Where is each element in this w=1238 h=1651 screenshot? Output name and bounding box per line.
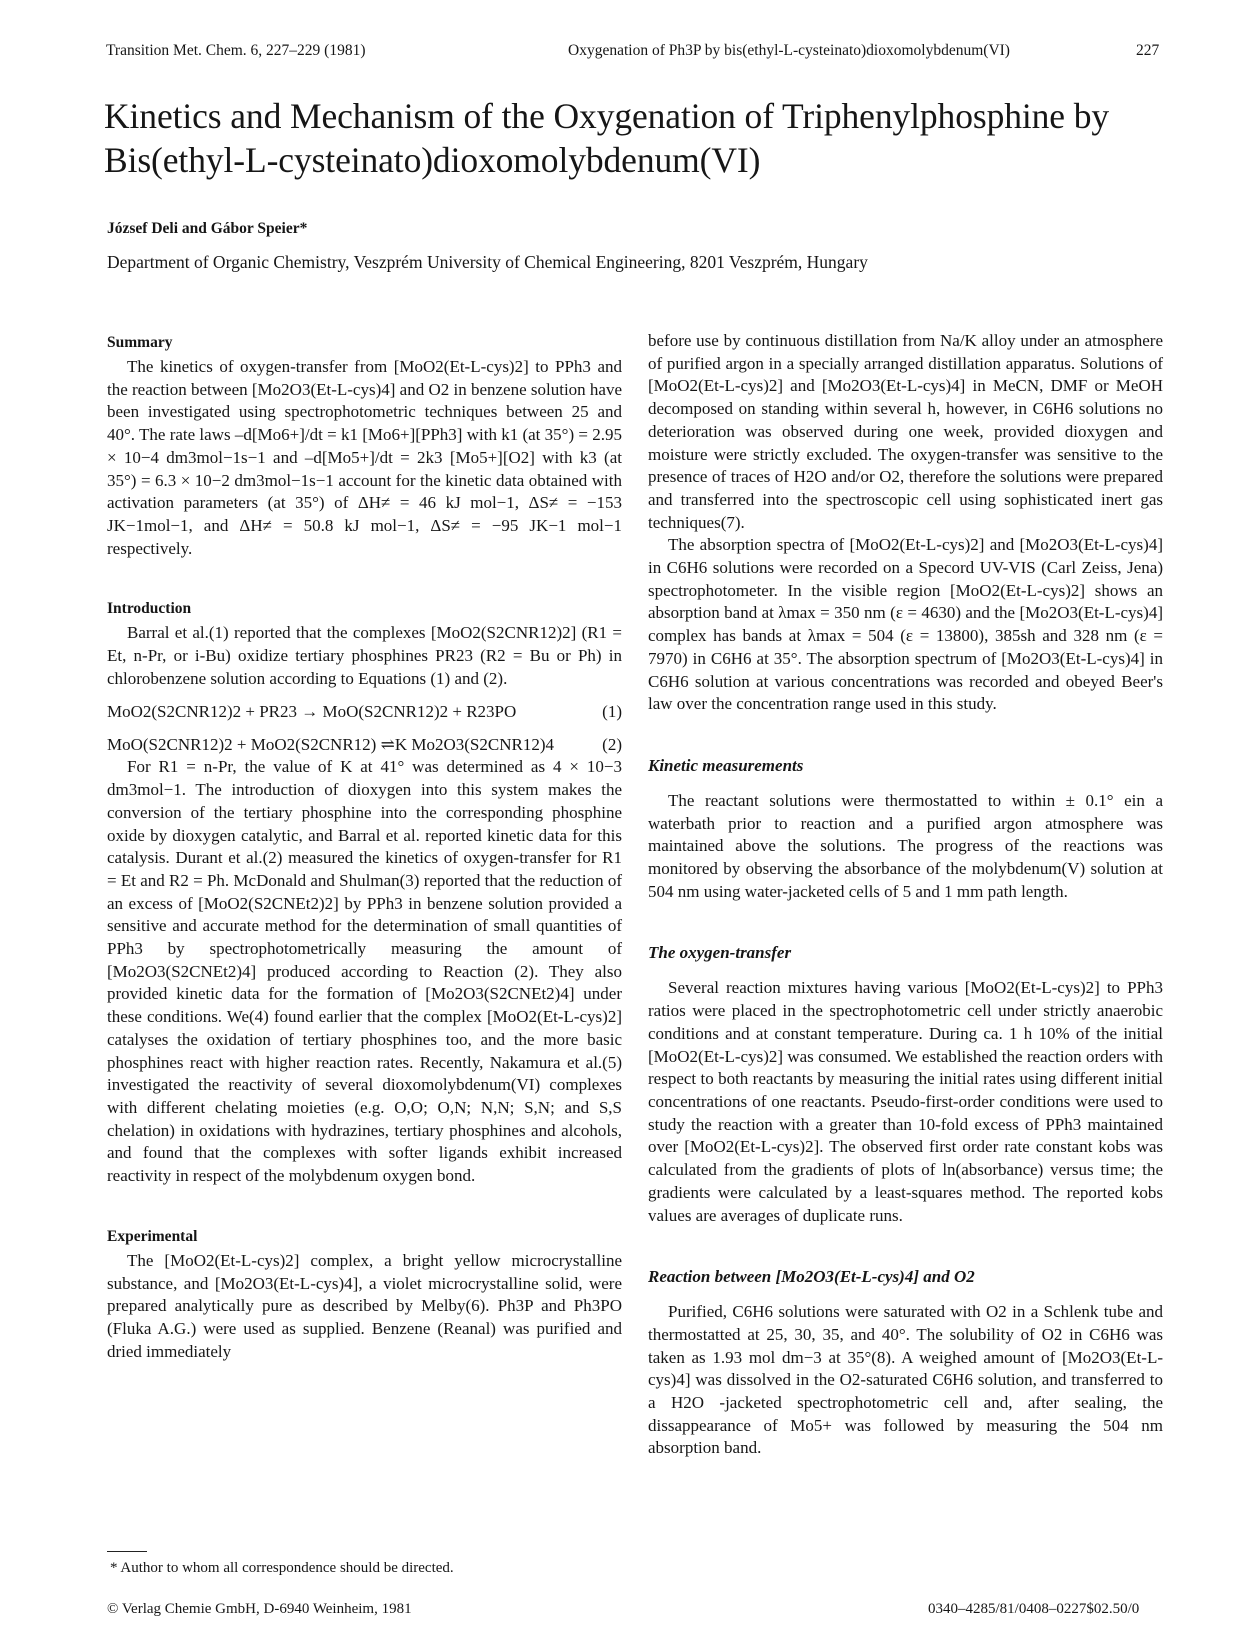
left-column bbox=[107, 330, 622, 1363]
equation-1-body: MoO2(S2CNR12)2 + PR23 → MoO(S2CNR12)2 + R23PO bbox=[107, 702, 517, 722]
reaction-o2-heading: Reaction between [Mo2O3(Et-L-cys)4] and O2 bbox=[648, 1267, 975, 1287]
reaction-o2-text: Purified, C6H6 solutions were saturated with O2 in a Schlenk tube and thermostatted at 25, 30, 35, and 40°. The solubility of O2 in C6H6 was taken as 1.93 mol dm−3 at 35°(8). A weighed amount of [Mo2O3(Et-L-cys)4] was dissolved in the O2-saturated C6H6 solution, and transferred to a H2O -jacketed spectrophotometric cell and, after sealing, the dissappearance of Mo5+ was followed by measuring the 504 nm absorption band. bbox=[648, 1302, 1163, 1458]
affiliation: Department of Organic Chemistry, Veszprém University of Chemical Engineering, 8201 Veszprém, Hungary bbox=[107, 252, 868, 272]
running-head-journal: Transition Met. Chem. 6, 227–229 (1981) bbox=[106, 42, 366, 59]
experimental-paragraph-1-continued: before use by continuous distillation from Na/K alloy under an atmosphere of purified argon in a specially arranged distillation apparatus. Solutions of [MoO2(Et-L-cys)2] and [Mo2O3(Et-L-cys)4] in MeCN, DMF or MeOH decomposed on standing within several h, however, in C6H6 solutions no deterioration was observed during one week, provided dioxygen and moisture were strictly excluded. The oxygen-transfer was sensitive to the presence of traces of H2O and/or O2, therefore the solutions were prepared and transferred into the spectroscopic cell using sophisticated inert gas techniques(7). bbox=[648, 331, 1163, 532]
kinetic-measurements-heading: Kinetic measurements bbox=[648, 755, 804, 775]
equation-1 bbox=[107, 700, 622, 723]
equation-2-number: (2) bbox=[602, 735, 622, 755]
article-code: 0340–4285/81/0408–0227$02.50/0 bbox=[928, 1601, 1140, 1617]
experimental-heading: Experimental bbox=[107, 1227, 198, 1245]
authors: József Deli and Gábor Speier* bbox=[107, 220, 308, 237]
right-column bbox=[648, 330, 1163, 1460]
footnote: * Author to whom all correspondence should be directed. bbox=[110, 1560, 454, 1576]
publisher-line: © Verlag Chemie GmbH, D-6940 Weinheim, 1981 bbox=[107, 1601, 412, 1617]
equation-2-body: MoO(S2CNR12)2 + MoO2(S2CNR12) ⇌K Mo2O3(S2CNR12)4 bbox=[107, 735, 554, 755]
page-number: 227 bbox=[1136, 42, 1160, 59]
experimental-paragraph-1: The [MoO2(Et-L-cys)2] complex, a bright yellow microcrystalline substance, and [Mo2O3(Et-L-cys)4], a violet microcrystalline solid, were prepared analytically pure as described by Melby(6). Ph3P and Ph3PO (Fluka A.G.) were used as supplied. Benzene (Reanal) was purified and dried immediately bbox=[107, 1250, 622, 1361]
oxygen-transfer-heading: The oxygen-transfer bbox=[648, 943, 792, 963]
experimental-paragraph-2: The absorption spectra of [MoO2(Et-L-cys)2] and [Mo2O3(Et-L-cys)4] in C6H6 solutions were recorded on a Specord UV-VIS (Carl Zeiss, Jena) spectrophotometer. In the visible region [MoO2(Et-L-cys)2] shows an absorption band at λmax = 350 nm (ε = 4630) and the [Mo2O3(Et-L-cys)4] complex has bands at λmax = 504 (ε = 13800), 385sh and 328 nm (ε = 7970) in C6H6 at 35°. The absorption spectrum of [Mo2O3(Et-L-cys)4] in C6H6 solution at various concentrations was recorded and obeyed Beer's law over the concentration range used in this study. bbox=[648, 535, 1163, 714]
equation-1-number: (1) bbox=[602, 702, 622, 722]
article-title: Kinetics and Mechanism of the Oxygenation of Triphenylphosphine by Bis(ethyl-L-cysteinato)dioxomolybdenum(VI) bbox=[104, 96, 1110, 180]
summary-text: The kinetics of oxygen-transfer from [MoO2(Et-L-cys)2] to PPh3 and the reaction between [Mo2O3(Et-L-cys)4] and O2 in benzene solution have been investigated using spectrophotometric techniques between 25 and 40°. The rate laws –d[Mo6+]/dt = k1 [Mo6+][PPh3] with k1 (at 35°) = 2.95 × 10−4 dm3mol−1s−1 and –d[Mo5+]/dt = 2k3 [Mo5+][O2] with k3 (at 35°) = 6.3 × 10−2 dm3mol−1s−1 account for the kinetic data obtained with activation parameters (at 35°) of ΔH≠ = 46 kJ mol−1, ΔS≠ = −153 JK−1mol−1, and ΔH≠ = 50.8 kJ mol−1, ΔS≠ = −95 JK−1 mol−1 respectively. bbox=[107, 357, 623, 558]
introduction-paragraph-2: For R1 = n-Pr, the value of K at 41° was determined as 4 × 10−3 dm3mol−1. The introduction of dioxygen into this system makes the conversion of the tertiary phosphine into the corresponding phosphine oxide by dioxygen catalytic, and Barral et al. reported kinetic data for this catalysis. Durant et al.(2) measured the kinetics of oxygen-transfer for R1 = Et and R2 = Ph. McDonald and Shulman(3) reported that the reduction of an excess of [MoO2(S2CNEt2)2] by PPh3 in benzene solution provided a sensitive and accurate method for the determination of small quantities of PPh3 by spectrophotometrically measuring the amount of [Mo2O3(S2CNEt2)4] produced according to Reaction (2). They also provided kinetic data for the formation of [Mo2O3(S2CNEt2)4] under these conditions. We(4) found earlier that the complex [MoO2(Et-L-cys)2] catalyses the oxidation of tertiary phosphines too, and the more basic phosphines react with higher reaction rates. Recently, Nakamura et al.(5) investigated the reactivity of several dioxomolybdenum(VI) complexes with different chelating moieties (e.g. O,O; O,N; N,N; S,N; and S,S chelation) in oxidations with hydrazines, tertiary phosphines and alcohols, and found that the complexes with softer ligands exhibit increased reactivity in respect of the molybdenum oxygen bond. bbox=[107, 757, 622, 1186]
kinetic-measurements-text: The reactant solutions were thermostatted to within ± 0.1° ein a waterbath prior to reaction and a purified argon atmosphere was maintained above the solutions. The progress of the reactions was monitored by observing the absorbance of the molybdenum(V) solution at 504 nm using water-jacketed cells of 5 and 1 mm path length. bbox=[648, 790, 1163, 901]
footnote-rule bbox=[107, 1551, 147, 1552]
oxygen-transfer-text: Several reaction mixtures having various [MoO2(Et-L-cys)2] to PPh3 ratios were placed in the spectrophotometric cell under strictly anaerobic conditions and at constant temperature. During ca. 1 h 10% of the initial [MoO2(Et-L-cys)2] was consumed. We established the reaction orders with respect to both reactants by measuring the initial rates using different initial concentrations of one reactants. Pseudo-first-order conditions were used to study the reaction with a greater than 10-fold excess of PPh3 maintained over [MoO2(Et-L-cys)2]. The observed first order rate constant kobs was calculated from the gradients of plots of ln(absorbance) versus time; the gradients were calculated by a least-squares method. The reported kobs values are averages of duplicate runs. bbox=[648, 978, 1163, 1225]
summary-heading: Summary bbox=[107, 334, 173, 351]
introduction-paragraph-1: Barral et al.(1) reported that the complexes [MoO2(S2CNR12)2] (R1 = Et, n-Pr, or i-Bu) oxidize tertiary phosphines PR23 (R2 = Bu or Ph) in chlorobenzene solution according to Equations (1) and (2). bbox=[107, 623, 622, 688]
equation-2 bbox=[107, 733, 622, 756]
introduction-heading: Introduction bbox=[107, 600, 192, 618]
running-head-short-title: Oxygenation of Ph3P by bis(ethyl-L-cysteinato)dioxomolybdenum(VI) bbox=[568, 42, 1010, 59]
